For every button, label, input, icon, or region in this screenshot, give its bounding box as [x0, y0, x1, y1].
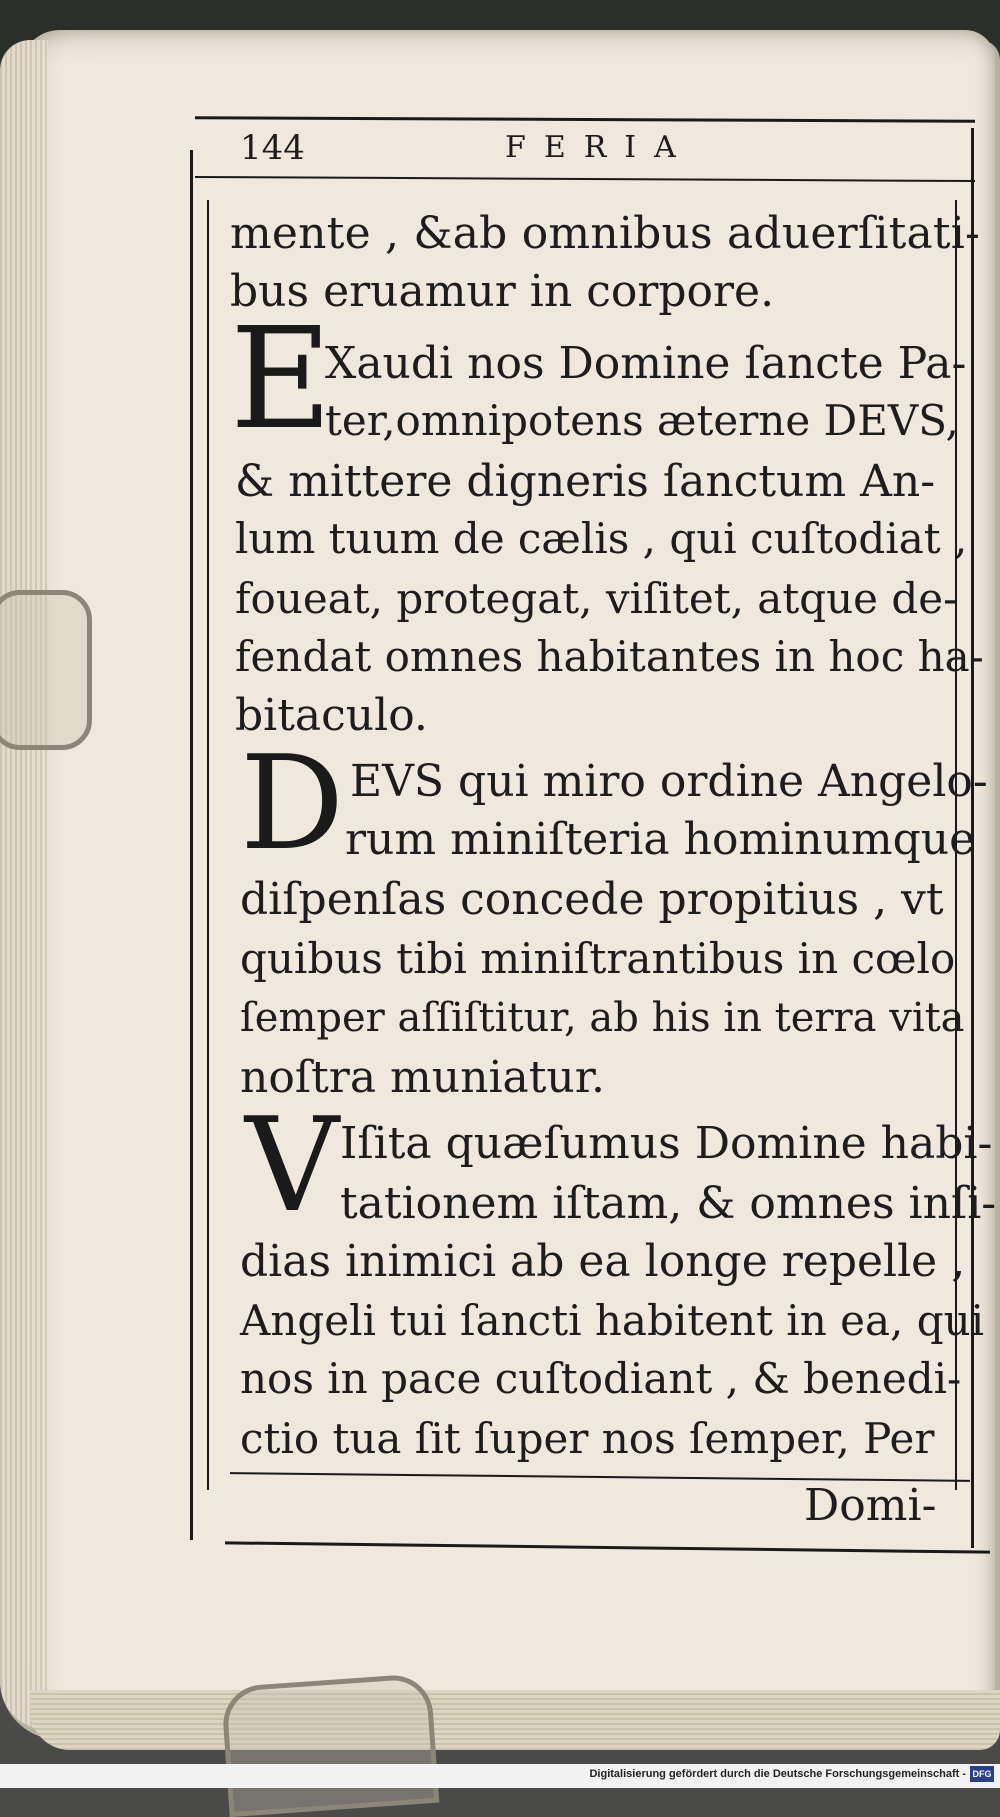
text-line: fendat omnes habitantes in hoc ha-	[235, 632, 984, 681]
text-line: tationem iſtam, & omnes inſi-	[340, 1178, 997, 1229]
page-edges-bottom	[30, 1690, 1000, 1750]
text-line: rum miniſteria hominumque	[345, 814, 976, 865]
dfg-logo: DFG	[970, 1766, 994, 1782]
text-line: Angeli tui ſancti habitent in ea, qui	[240, 1296, 985, 1345]
text-line: ctio tua ſit ſuper nos ſemper, Per	[240, 1414, 935, 1463]
text-line: nos in pace cuſtodiant , & benedi-	[240, 1354, 962, 1403]
text-line: mente , &ab omnibus aduerſitati-	[230, 208, 981, 259]
running-title: FERIA	[505, 130, 694, 165]
frame-rule-left-inner	[207, 200, 209, 1490]
text-line: foueat, protegat, viſitet, atque de-	[235, 574, 958, 623]
page-clip-bottom	[221, 1673, 440, 1817]
page-clip-left	[0, 590, 92, 750]
text-line: & mittere digneris ſanctum An-	[235, 456, 936, 507]
text-line: lum tuum de cælis , qui cuſtodiat ,	[235, 514, 968, 563]
page-edges-left	[0, 40, 48, 1730]
frame-rule-left-outer	[190, 150, 193, 1540]
drop-cap-initial: E	[230, 298, 333, 461]
text-line: diſpenſas concede propitius , vt	[240, 874, 944, 925]
drop-cap-initial: D	[240, 727, 345, 879]
text-line: EVS qui miro ordine Angelo-	[350, 756, 988, 807]
text-line: ter,omnipotens æterne DEVS,	[325, 396, 959, 445]
drop-cap-initial: V	[245, 1089, 339, 1241]
digitization-credit: Digitalisierung gefördert durch die Deutsche Forschungsgemeinschaft -	[589, 1768, 966, 1780]
text-line: dias inimici ab ea longe repelle ,	[240, 1236, 966, 1287]
text-line: bitaculo.	[235, 690, 428, 741]
catchword: Domi-	[804, 1480, 937, 1531]
text-line: Iſita quæſumus Domine habi-	[340, 1118, 993, 1169]
text-line: ſemper aſſiſtitur, ab his in terra vita	[240, 995, 965, 1041]
text-line: quibus tibi miniſtrantibus in cœlo	[240, 934, 956, 983]
text-line: noſtra muniatur.	[240, 1052, 605, 1103]
text-line: bus eruamur in corpore.	[230, 266, 775, 317]
text-line: Xaudi nos Domine ſancte Pa-	[325, 338, 967, 389]
page-number: 144	[240, 128, 305, 168]
